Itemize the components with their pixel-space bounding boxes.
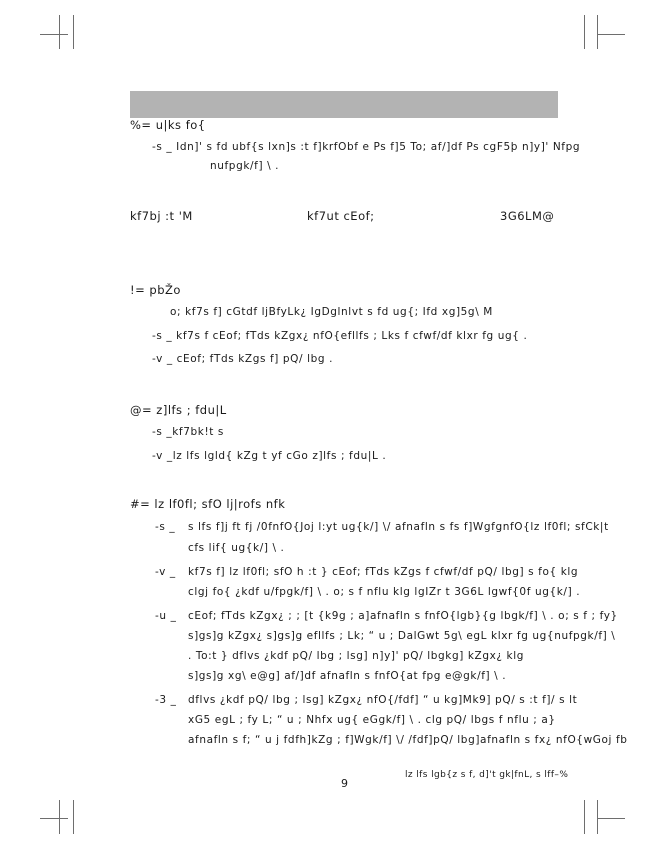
paragraph-line: -s _kf7bk!t s [152, 426, 224, 438]
section-note-title: %= u|ks fo{ [130, 118, 206, 132]
table-header-exercise: kf7ut cEof; [307, 209, 375, 223]
running-footer: lz lfs lgb{z s f, d]'t gk|fnL, s lff–% [405, 770, 569, 780]
crop-mark [40, 818, 68, 819]
table-header-periods: 3G6LM@ [500, 209, 555, 223]
list-item-label: -v _ [155, 566, 176, 578]
list-item-line: s]gs]g kZgx¿ s]gs]g efllfs ; Lk; “ u ; DalGwt 5g\ egL klxr fg ug{nufpgk/f] \ [188, 630, 616, 642]
list-item-line: kf7s f] lz lf0fl; sfO h :t } cEof; fTds kZgs f cfwf/df pQ/ lbg] s fo{ klg [188, 566, 579, 578]
paragraph-line: -v _ cEof; fTds kZgs f] pQ/ lbg . [152, 353, 334, 365]
paragraph-line: o; kf7s f] cGtdf ljBfyLk¿ IgDglnlvt s fd ug{; Ifd xg]5g\ M [170, 306, 493, 318]
list-item-line: afnafln s f; “ u j fdfh]kZg ; f]Wgk/f] \/ /fdf]pQ/ lbg]afnafln s fx¿ nfO{wGoj fb [188, 734, 628, 746]
list-item-line: dflvs ¿kdf pQ/ lbg ; lsg] kZgx¿ nfO{/fdf] “ u kg]Mk9] pQ/ s :t f]/ s lt [188, 694, 578, 706]
list-item-label: -3 _ [155, 694, 177, 706]
section-1-title: != pbŽo [130, 283, 181, 297]
crop-mark [597, 15, 598, 49]
list-item-line: cEof; fTds kZgx¿ ; ; [t {k9g ; a]afnafln s fnfO{lgb}{g lbgk/f] \ . o; s f ; fy} [188, 610, 618, 622]
page-number: 9 [341, 777, 348, 790]
paragraph-line: -v _lz lfs lgld{ kZg t yf cGo z]lfs ; fdu|L . [152, 450, 387, 462]
crop-mark [584, 15, 585, 49]
list-item-line: s lfs f]j ft fj /0fnfO{Joj l:yt ug{k/] \/ afnafln s fs f]WgfgnfO{lz lf0fl; sfCk|t [188, 521, 609, 533]
paragraph-line: -s _ Idn]' s fd ubf{s lxn]s :t f]krfObf e Ps f]5 To; af/]df Ps cgF5þ n]y]' Nfpg [152, 141, 581, 153]
list-item-line: s]gs]g xg\ e@g] af/]df afnafln s fnfO{at fpg e@gk/f] \ . [188, 670, 507, 682]
list-item-line: xG5 egL ; fy L; “ u ; Nhfx ug{ eGgk/f] \ . clg pQ/ lbgs f nflu ; a} [188, 714, 556, 726]
crop-mark [597, 34, 625, 35]
list-item-label: -s _ [155, 521, 176, 533]
crop-mark [597, 818, 625, 819]
crop-mark [40, 34, 68, 35]
paragraph-line: nufpgk/f] \ . [210, 160, 280, 172]
crop-mark [59, 15, 60, 49]
list-item-line: . To:t } dflvs ¿kdf pQ/ lbg ; lsg] n]y]' pQ/ lbgkg] kZgx¿ klg [188, 650, 524, 662]
crop-mark [597, 800, 598, 834]
crop-mark [73, 15, 74, 49]
list-item-label: -u _ [155, 610, 177, 622]
crop-mark [73, 800, 74, 834]
crop-mark [584, 800, 585, 834]
section-2-title: @= z]lfs ; fdu|L [130, 403, 227, 417]
list-item-line: cfs lif{ ug{k/] \ . [188, 542, 285, 554]
header-bar [130, 91, 558, 118]
crop-mark [59, 800, 60, 834]
table-header-lesson: kf7bj :t 'M [130, 209, 193, 223]
section-3-title: #= lz lf0fl; sfO lj|rofs nfk [130, 497, 286, 511]
paragraph-line: -s _ kf7s f cEof; fTds kZgx¿ nfO{efllfs ; Lks f cfwf/df klxr fg ug{ . [152, 330, 528, 342]
list-item-line: clgj fo{ ¿kdf u/fpgk/f] \ . o; s f nflu klg lgIZr t 3G6L lgwf{0f ug{k/] . [188, 586, 581, 598]
